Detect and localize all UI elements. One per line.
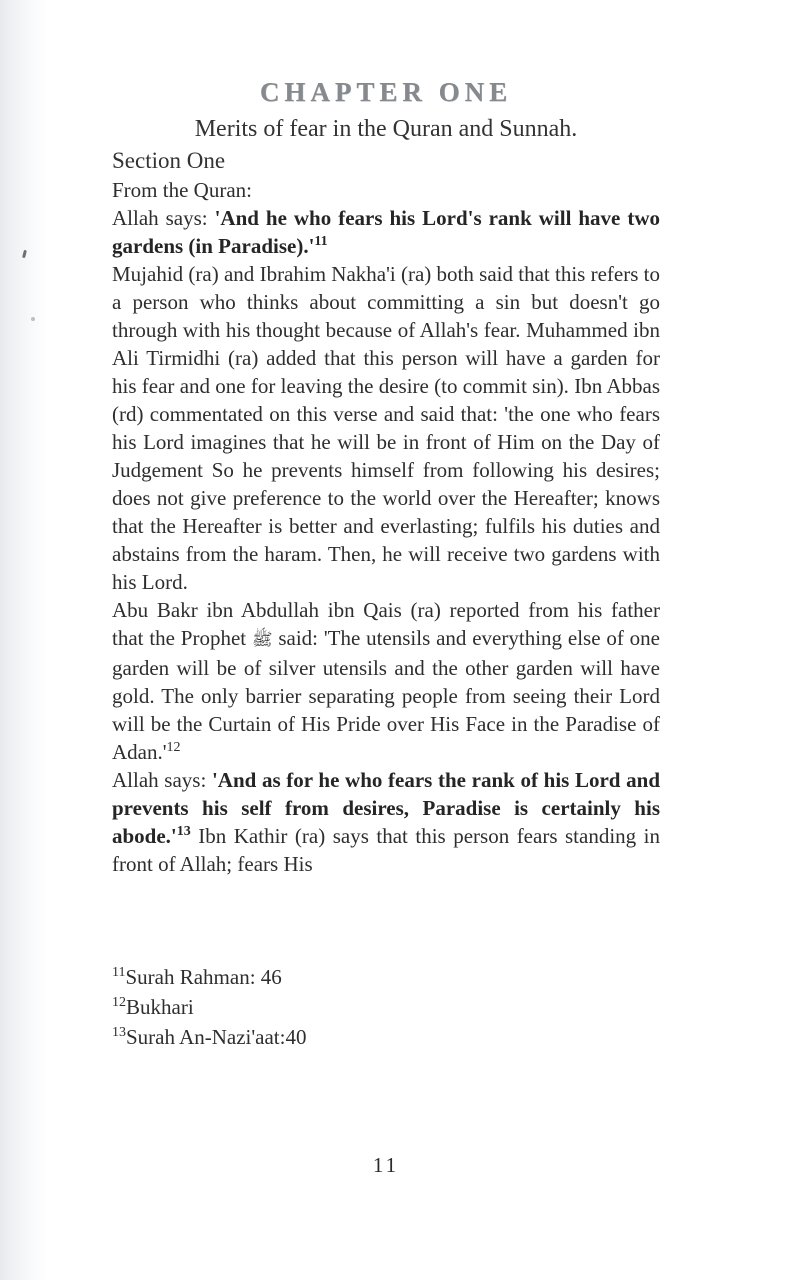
text-run: Allah says: xyxy=(112,206,215,230)
text-run: said: 'The utensils and everything else of one garden will be of silver utensils and the other garden will have gold. The only barrier separating people from seeing their Lord will be the Curtain of His Pride over His Face in the Paradise of Adan.' xyxy=(112,626,660,764)
footnote-text: Bukhari xyxy=(126,995,194,1019)
paragraph xyxy=(112,260,660,596)
footnote-reference: 12 xyxy=(166,740,181,755)
paragraph xyxy=(112,766,660,878)
paragraph xyxy=(112,204,660,260)
text-run: 'And he who fears his Lord's rank will have two gardens (in Paradise).' xyxy=(112,206,661,258)
text-run: Mujahid (ra) and Ibrahim Nakha'i (ra) both said that this refers to a person who thinks about committing a sin but doesn't go through with his thought because of Allah's fear. Muhammed ibn Ali Tirmidhi (ra) added that this person will have a garden for his fear and one for leaving the desire (to commit sin). Ibn Abbas (rd) commentated on this verse and said that: 'the one who fears his Lord imagines that he will be in front of Him on the Day of Judgement So he prevents himself from following his desires; does not give preference to the world over the Hereafter; knows that the Hereafter is better and everlasting; fulfils his duties and abstains from the haram. Then, he will receive two gardens with his Lord. xyxy=(112,262,660,594)
page-gutter-shadow xyxy=(0,0,48,1280)
footnote-text: Surah An-Nazi'aat:40 xyxy=(126,1025,307,1049)
text-run: Ibn Kathir (ra) says that this person fears standing in front of Allah; fears His xyxy=(112,824,660,876)
footnote-item xyxy=(112,1022,660,1052)
footnote-text: Surah Rahman: 46 xyxy=(125,965,282,989)
source-line: From the Quran: xyxy=(112,178,252,202)
scan-speck xyxy=(31,317,35,321)
page-content xyxy=(112,76,660,1052)
footnote-marker: 13 xyxy=(112,1025,126,1040)
footnote-item xyxy=(112,962,660,992)
body-paragraphs xyxy=(112,204,660,878)
footnote-item xyxy=(112,992,660,1022)
footnote-marker: 12 xyxy=(112,995,126,1010)
footnote-reference: 13 xyxy=(176,824,191,839)
footnote-reference: 11 xyxy=(314,234,328,249)
text-run: Abu Bakr ibn Abdullah ibn Qais (ra) reported from his father that the Prophet xyxy=(112,598,660,650)
chapter-title: CHAPTER ONE xyxy=(259,77,513,107)
chapter-subtitle: Merits of fear in the Quran and Sunnah. xyxy=(194,116,578,142)
footnotes-list xyxy=(112,962,660,1052)
section-heading: Section One xyxy=(112,148,226,173)
page-number: 11 xyxy=(372,1153,400,1177)
prophet-honorific-icon: ﷺ xyxy=(251,630,273,649)
footnote-marker: 11 xyxy=(112,965,126,980)
text-run: Allah says: xyxy=(112,768,212,792)
text-run: 'And as for he who fears the rank of his Lord and prevents his self from desires, Paradise is certainly his abode.' xyxy=(112,768,660,848)
paragraph xyxy=(112,596,660,766)
